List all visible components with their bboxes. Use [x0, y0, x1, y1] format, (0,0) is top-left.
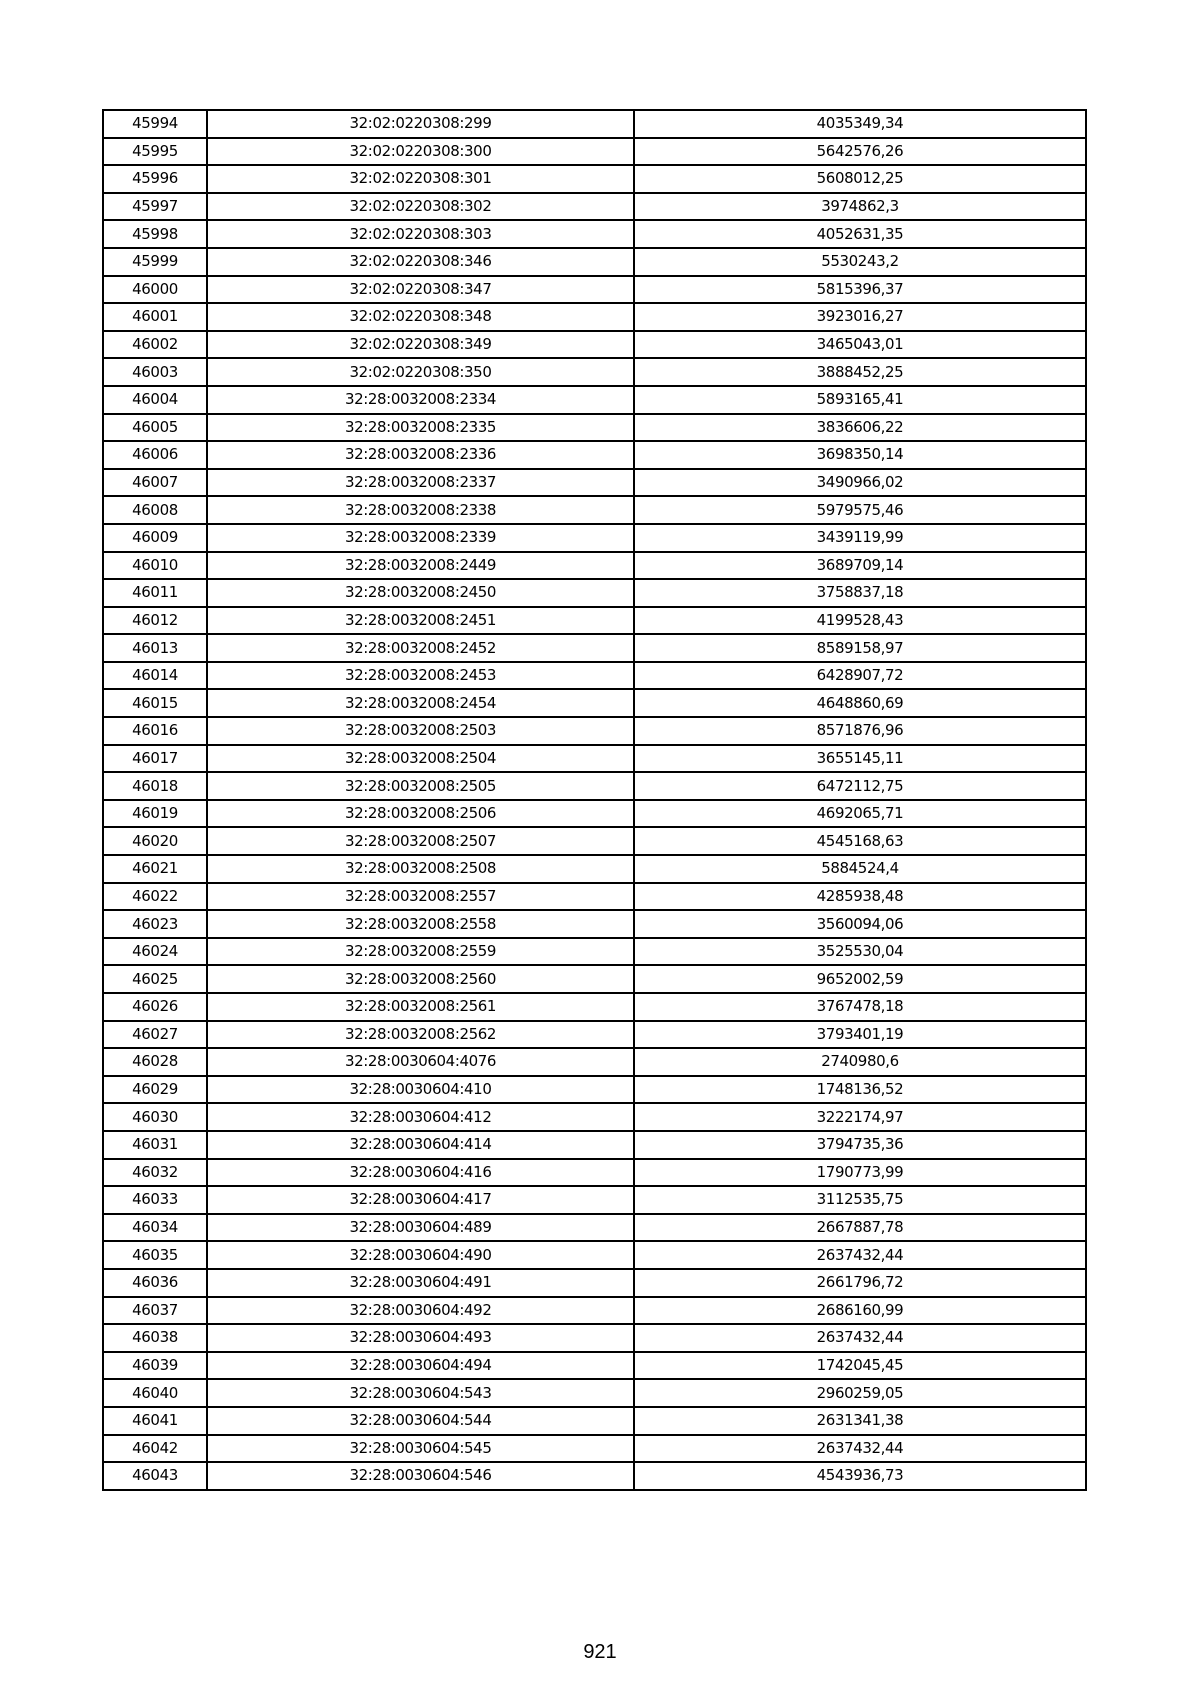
table-row: [103, 1048, 1086, 1076]
table-row: [103, 938, 1086, 966]
cadastral-number-cell: 32:02:0220308:347: [207, 276, 634, 304]
cadastral-value-cell: 2631341,38: [634, 1407, 1086, 1435]
row-number-cell: 46004: [103, 386, 207, 414]
table-row: [103, 331, 1086, 359]
cadastral-number-cell: 32:28:0032008:2453: [207, 662, 634, 690]
table-row: [103, 1214, 1086, 1242]
cadastral-number-cell: 32:28:0030604:410: [207, 1076, 634, 1104]
cadastral-number-cell: 32:28:0030604:412: [207, 1103, 634, 1131]
table-row: [103, 1131, 1086, 1159]
table-row: [103, 110, 1086, 138]
cadastral-number-cell: 32:28:0032008:2505: [207, 772, 634, 800]
cadastral-value-cell: 3888452,25: [634, 358, 1086, 386]
cadastral-value-cell: 8589158,97: [634, 634, 1086, 662]
table-row: [103, 441, 1086, 469]
cadastral-number-cell: 32:28:0030604:494: [207, 1352, 634, 1380]
cadastral-value-cell: 2686160,99: [634, 1297, 1086, 1325]
cadastral-value-cell: 3698350,14: [634, 441, 1086, 469]
row-number-cell: 46017: [103, 745, 207, 773]
cadastral-number-cell: 32:02:0220308:346: [207, 248, 634, 276]
cadastral-number-cell: 32:02:0220308:349: [207, 331, 634, 359]
table-row: [103, 220, 1086, 248]
cadastral-value-table: [102, 109, 1087, 1491]
table-row: [103, 717, 1086, 745]
cadastral-number-cell: 32:28:0030604:416: [207, 1159, 634, 1187]
cadastral-number-cell: 32:28:0030604:417: [207, 1186, 634, 1214]
row-number-cell: 46000: [103, 276, 207, 304]
table-row: [103, 1076, 1086, 1104]
table-row: [103, 579, 1086, 607]
table-row: [103, 358, 1086, 386]
table-row: [103, 662, 1086, 690]
table-row: [103, 469, 1086, 497]
row-number-cell: 46015: [103, 689, 207, 717]
cadastral-value-cell: 3439119,99: [634, 524, 1086, 552]
cadastral-number-cell: 32:02:0220308:348: [207, 303, 634, 331]
table-row: [103, 386, 1086, 414]
row-number-cell: 46005: [103, 414, 207, 442]
cadastral-number-cell: 32:28:0032008:2508: [207, 855, 634, 883]
cadastral-value-cell: 5530243,2: [634, 248, 1086, 276]
cadastral-value-cell: 5884524,4: [634, 855, 1086, 883]
cadastral-number-cell: 32:28:0030604:491: [207, 1269, 634, 1297]
cadastral-number-cell: 32:28:0030604:546: [207, 1462, 634, 1490]
table-row: [103, 745, 1086, 773]
cadastral-number-cell: 32:02:0220308:302: [207, 193, 634, 221]
cadastral-value-cell: 4035349,34: [634, 110, 1086, 138]
cadastral-value-cell: 3689709,14: [634, 552, 1086, 580]
cadastral-value-cell: 3222174,97: [634, 1103, 1086, 1131]
cadastral-number-cell: 32:28:0030604:543: [207, 1379, 634, 1407]
table-row: [103, 1103, 1086, 1131]
cadastral-value-cell: 5642576,26: [634, 138, 1086, 166]
cadastral-number-cell: 32:28:0032008:2339: [207, 524, 634, 552]
table-row: [103, 303, 1086, 331]
row-number-cell: 45997: [103, 193, 207, 221]
cadastral-value-cell: 1748136,52: [634, 1076, 1086, 1104]
row-number-cell: 46023: [103, 910, 207, 938]
cadastral-number-cell: 32:28:0032008:2451: [207, 607, 634, 635]
cadastral-number-cell: 32:28:0032008:2562: [207, 1021, 634, 1049]
cadastral-number-cell: 32:28:0032008:2338: [207, 496, 634, 524]
cadastral-value-cell: 5608012,25: [634, 165, 1086, 193]
table-row: [103, 1435, 1086, 1463]
cadastral-value-cell: 4199528,43: [634, 607, 1086, 635]
row-number-cell: 46020: [103, 827, 207, 855]
table-row: [103, 634, 1086, 662]
table-row: [103, 524, 1086, 552]
row-number-cell: 46012: [103, 607, 207, 635]
table-row: [103, 138, 1086, 166]
cadastral-number-cell: 32:28:0030604:544: [207, 1407, 634, 1435]
row-number-cell: 45994: [103, 110, 207, 138]
cadastral-number-cell: 32:28:0030604:492: [207, 1297, 634, 1325]
cadastral-number-cell: 32:28:0030604:490: [207, 1241, 634, 1269]
cadastral-value-cell: 4052631,35: [634, 220, 1086, 248]
row-number-cell: 46025: [103, 965, 207, 993]
row-number-cell: 46042: [103, 1435, 207, 1463]
cadastral-value-cell: 1790773,99: [634, 1159, 1086, 1187]
cadastral-value-cell: 4543936,73: [634, 1462, 1086, 1490]
cadastral-number-cell: 32:28:0032008:2454: [207, 689, 634, 717]
table-row: [103, 193, 1086, 221]
row-number-cell: 46001: [103, 303, 207, 331]
row-number-cell: 46033: [103, 1186, 207, 1214]
table-row: [103, 607, 1086, 635]
cadastral-value-cell: 3923016,27: [634, 303, 1086, 331]
row-number-cell: 46018: [103, 772, 207, 800]
table-row: [103, 1462, 1086, 1490]
cadastral-value-cell: 3836606,22: [634, 414, 1086, 442]
table-row: [103, 689, 1086, 717]
table-row: [103, 965, 1086, 993]
table-row: [103, 910, 1086, 938]
cadastral-value-cell: 3112535,75: [634, 1186, 1086, 1214]
row-number-cell: 46016: [103, 717, 207, 745]
cadastral-number-cell: 32:02:0220308:301: [207, 165, 634, 193]
row-number-cell: 46021: [103, 855, 207, 883]
table-row: [103, 993, 1086, 1021]
cadastral-value-cell: 3655145,11: [634, 745, 1086, 773]
row-number-cell: 46024: [103, 938, 207, 966]
table-row: [103, 1379, 1086, 1407]
page-number: 921: [583, 1641, 617, 1663]
cadastral-number-cell: 32:28:0030604:493: [207, 1324, 634, 1352]
cadastral-value-cell: 3767478,18: [634, 993, 1086, 1021]
row-number-cell: 45995: [103, 138, 207, 166]
row-number-cell: 46008: [103, 496, 207, 524]
cadastral-number-cell: 32:28:0032008:2560: [207, 965, 634, 993]
row-number-cell: 46026: [103, 993, 207, 1021]
cadastral-value-cell: 6472112,75: [634, 772, 1086, 800]
row-number-cell: 46010: [103, 552, 207, 580]
row-number-cell: 46034: [103, 1214, 207, 1242]
row-number-cell: 46040: [103, 1379, 207, 1407]
cadastral-number-cell: 32:28:0030604:489: [207, 1214, 634, 1242]
row-number-cell: 46022: [103, 883, 207, 911]
table-row: [103, 855, 1086, 883]
cadastral-value-cell: 2667887,78: [634, 1214, 1086, 1242]
row-number-cell: 46006: [103, 441, 207, 469]
row-number-cell: 46013: [103, 634, 207, 662]
cadastral-value-cell: 3465043,01: [634, 331, 1086, 359]
row-number-cell: 46036: [103, 1269, 207, 1297]
cadastral-number-cell: 32:28:0032008:2336: [207, 441, 634, 469]
cadastral-number-cell: 32:28:0032008:2504: [207, 745, 634, 773]
cadastral-number-cell: 32:28:0032008:2452: [207, 634, 634, 662]
table-row: [103, 1352, 1086, 1380]
cadastral-value-cell: 4648860,69: [634, 689, 1086, 717]
table-row: [103, 883, 1086, 911]
table-row: [103, 1241, 1086, 1269]
cadastral-value-cell: 4545168,63: [634, 827, 1086, 855]
cadastral-value-cell: 2637432,44: [634, 1241, 1086, 1269]
cadastral-number-cell: 32:02:0220308:300: [207, 138, 634, 166]
cadastral-value-cell: 2740980,6: [634, 1048, 1086, 1076]
row-number-cell: 46028: [103, 1048, 207, 1076]
cadastral-value-cell: 3794735,36: [634, 1131, 1086, 1159]
table-row: [103, 552, 1086, 580]
cadastral-value-cell: 3490966,02: [634, 469, 1086, 497]
row-number-cell: 46030: [103, 1103, 207, 1131]
cadastral-value-cell: 4285938,48: [634, 883, 1086, 911]
row-number-cell: 46019: [103, 800, 207, 828]
row-number-cell: 46002: [103, 331, 207, 359]
cadastral-number-cell: 32:28:0032008:2558: [207, 910, 634, 938]
row-number-cell: 46014: [103, 662, 207, 690]
table-row: [103, 248, 1086, 276]
table-row: [103, 165, 1086, 193]
row-number-cell: 46032: [103, 1159, 207, 1187]
cadastral-value-cell: 2960259,05: [634, 1379, 1086, 1407]
table-row: [103, 1186, 1086, 1214]
cadastral-value-cell: 5979575,46: [634, 496, 1086, 524]
row-number-cell: 46038: [103, 1324, 207, 1352]
cadastral-value-cell: 3793401,19: [634, 1021, 1086, 1049]
table-body: [103, 110, 1086, 1490]
row-number-cell: 46007: [103, 469, 207, 497]
table-row: [103, 1021, 1086, 1049]
row-number-cell: 46003: [103, 358, 207, 386]
row-number-cell: 46041: [103, 1407, 207, 1435]
cadastral-number-cell: 32:28:0030604:4076: [207, 1048, 634, 1076]
cadastral-value-cell: 2661796,72: [634, 1269, 1086, 1297]
cadastral-value-cell: 9652002,59: [634, 965, 1086, 993]
table-row: [103, 276, 1086, 304]
table-row: [103, 772, 1086, 800]
cadastral-value-cell: 6428907,72: [634, 662, 1086, 690]
cadastral-number-cell: 32:28:0032008:2507: [207, 827, 634, 855]
table-row: [103, 800, 1086, 828]
row-number-cell: 46035: [103, 1241, 207, 1269]
cadastral-value-cell: 1742045,45: [634, 1352, 1086, 1380]
row-number-cell: 45998: [103, 220, 207, 248]
row-number-cell: 46029: [103, 1076, 207, 1104]
cadastral-number-cell: 32:02:0220308:299: [207, 110, 634, 138]
row-number-cell: 45996: [103, 165, 207, 193]
table-row: [103, 1269, 1086, 1297]
row-number-cell: 46027: [103, 1021, 207, 1049]
cadastral-value-cell: 8571876,96: [634, 717, 1086, 745]
cadastral-number-cell: 32:28:0032008:2559: [207, 938, 634, 966]
row-number-cell: 46009: [103, 524, 207, 552]
cadastral-number-cell: 32:28:0032008:2450: [207, 579, 634, 607]
row-number-cell: 46043: [103, 1462, 207, 1490]
cadastral-value-cell: 5893165,41: [634, 386, 1086, 414]
cadastral-value-cell: 4692065,71: [634, 800, 1086, 828]
cadastral-value-cell: 3974862,3: [634, 193, 1086, 221]
cadastral-value-cell: 3525530,04: [634, 938, 1086, 966]
cadastral-number-cell: 32:28:0032008:2557: [207, 883, 634, 911]
cadastral-number-cell: 32:28:0032008:2335: [207, 414, 634, 442]
row-number-cell: 46011: [103, 579, 207, 607]
table-row: [103, 1407, 1086, 1435]
cadastral-value-cell: 2637432,44: [634, 1435, 1086, 1463]
row-number-cell: 46031: [103, 1131, 207, 1159]
cadastral-number-cell: 32:28:0032008:2561: [207, 993, 634, 1021]
cadastral-number-cell: 32:28:0032008:2503: [207, 717, 634, 745]
cadastral-number-cell: 32:28:0032008:2334: [207, 386, 634, 414]
table-row: [103, 1297, 1086, 1325]
table-row: [103, 496, 1086, 524]
table-row: [103, 414, 1086, 442]
table-row: [103, 1324, 1086, 1352]
cadastral-number-cell: 32:28:0032008:2506: [207, 800, 634, 828]
table-row: [103, 1159, 1086, 1187]
cadastral-number-cell: 32:28:0032008:2449: [207, 552, 634, 580]
row-number-cell: 46039: [103, 1352, 207, 1380]
table-row: [103, 827, 1086, 855]
cadastral-value-cell: 2637432,44: [634, 1324, 1086, 1352]
row-number-cell: 45999: [103, 248, 207, 276]
row-number-cell: 46037: [103, 1297, 207, 1325]
cadastral-number-cell: 32:28:0030604:414: [207, 1131, 634, 1159]
cadastral-value-cell: 3758837,18: [634, 579, 1086, 607]
cadastral-number-cell: 32:02:0220308:350: [207, 358, 634, 386]
cadastral-value-cell: 5815396,37: [634, 276, 1086, 304]
cadastral-number-cell: 32:02:0220308:303: [207, 220, 634, 248]
cadastral-value-cell: 3560094,06: [634, 910, 1086, 938]
cadastral-number-cell: 32:28:0032008:2337: [207, 469, 634, 497]
cadastral-number-cell: 32:28:0030604:545: [207, 1435, 634, 1463]
